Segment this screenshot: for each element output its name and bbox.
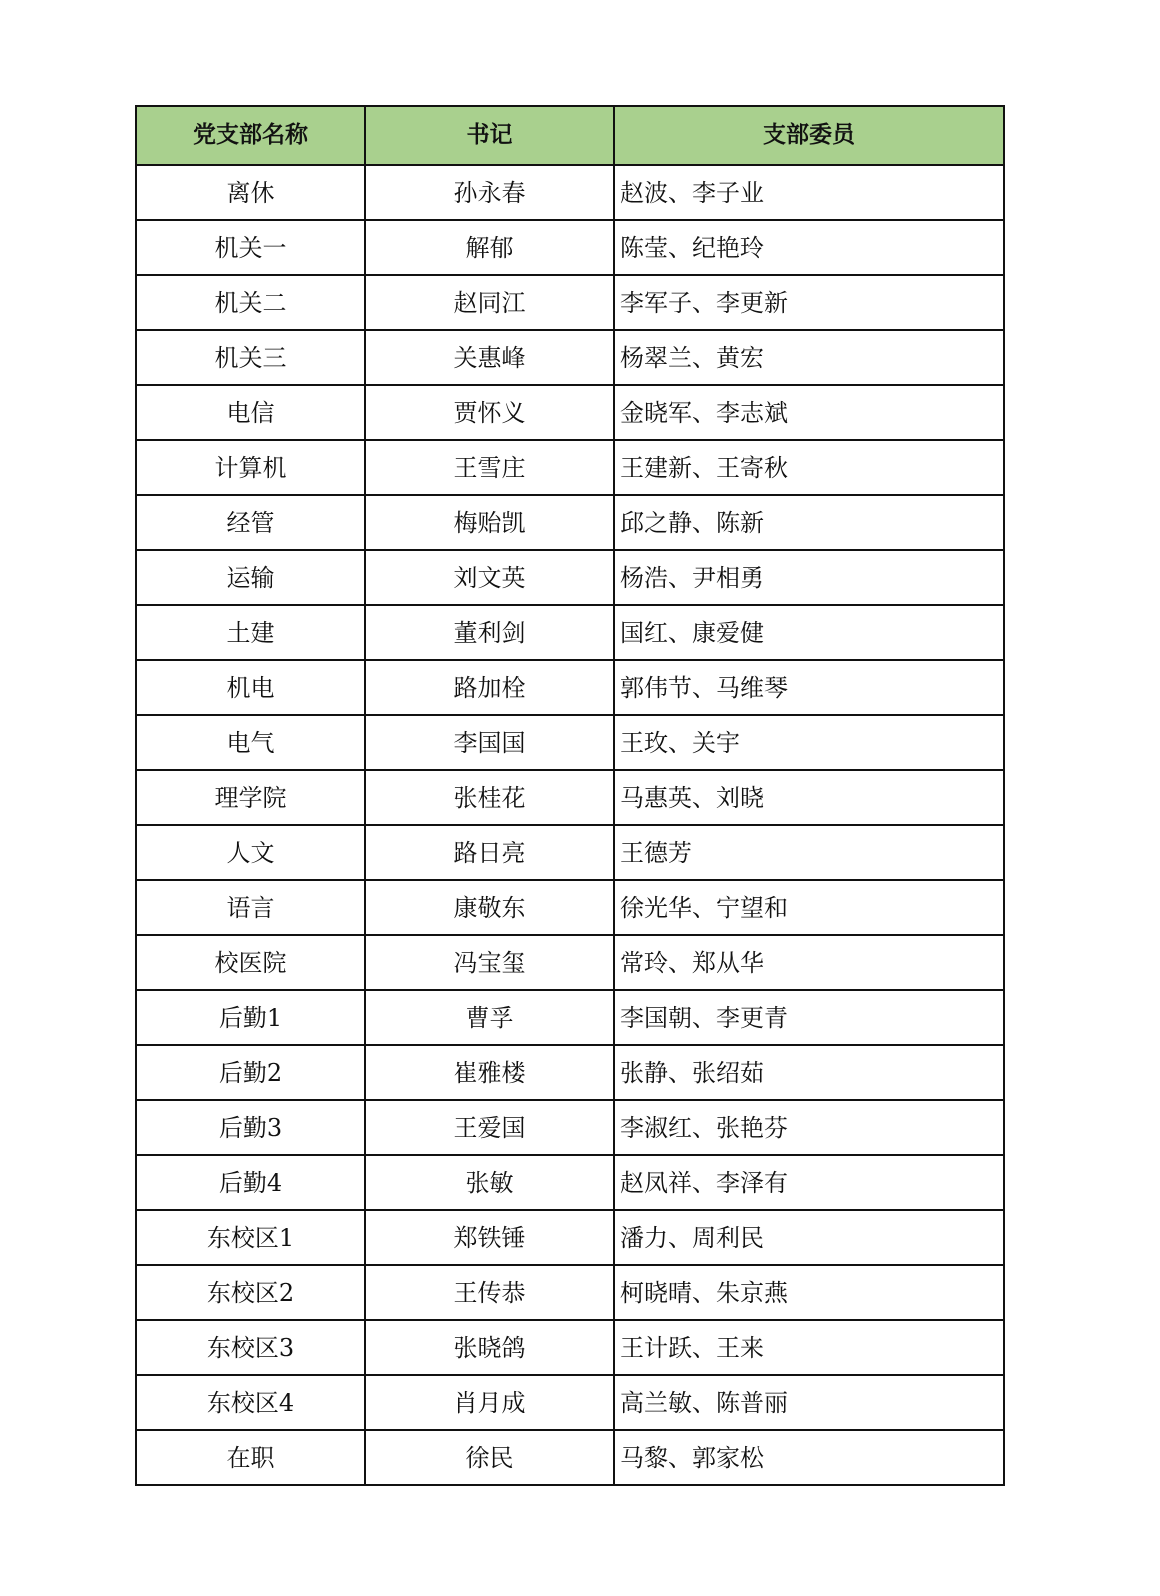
committee-members-cell: 王德芳: [614, 825, 1004, 880]
secretary-cell: 崔雅楼: [365, 1045, 614, 1100]
branch-name-cell: 东校区2: [136, 1265, 365, 1320]
branch-name-cell: 在职: [136, 1430, 365, 1485]
branch-name-cell: 土建: [136, 605, 365, 660]
secretary-cell: 孙永春: [365, 165, 614, 220]
secretary-cell: 刘文英: [365, 550, 614, 605]
branch-name-cell: 计算机: [136, 440, 365, 495]
committee-members-cell: 赵凤祥、李泽有: [614, 1155, 1004, 1210]
secretary-cell: 冯宝玺: [365, 935, 614, 990]
committee-members-cell: 柯晓晴、朱京燕: [614, 1265, 1004, 1320]
table-row: [136, 220, 1004, 275]
secretary-cell: 张敏: [365, 1155, 614, 1210]
committee-members-cell: 潘力、周利民: [614, 1210, 1004, 1265]
committee-members-cell: 马惠英、刘晓: [614, 770, 1004, 825]
table-row: [136, 660, 1004, 715]
secretary-cell: 王雪庄: [365, 440, 614, 495]
branch-name-cell: 后勤2: [136, 1045, 365, 1100]
table-row: [136, 1430, 1004, 1485]
secretary-cell: 李国国: [365, 715, 614, 770]
branch-name-cell: 人文: [136, 825, 365, 880]
secretary-cell: 康敬东: [365, 880, 614, 935]
table-row: [136, 1320, 1004, 1375]
party-branch-table: [135, 105, 1005, 1486]
committee-members-cell: 国红、康爱健: [614, 605, 1004, 660]
committee-members-cell: 杨浩、尹相勇: [614, 550, 1004, 605]
table-row: [136, 880, 1004, 935]
secretary-cell: 肖月成: [365, 1375, 614, 1430]
committee-members-cell: 高兰敏、陈普丽: [614, 1375, 1004, 1430]
committee-members-cell: 张静、张绍茹: [614, 1045, 1004, 1100]
committee-members-cell: 金晓军、李志斌: [614, 385, 1004, 440]
secretary-cell: 关惠峰: [365, 330, 614, 385]
branch-name-cell: 语言: [136, 880, 365, 935]
secretary-cell: 王传恭: [365, 1265, 614, 1320]
branch-name-cell: 后勤4: [136, 1155, 365, 1210]
branch-name-cell: 后勤1: [136, 990, 365, 1045]
secretary-cell: 张桂花: [365, 770, 614, 825]
table-row: [136, 990, 1004, 1045]
secretary-cell: 路加栓: [365, 660, 614, 715]
secretary-cell: 贾怀义: [365, 385, 614, 440]
table-row: [136, 1100, 1004, 1155]
branch-name-cell: 机关二: [136, 275, 365, 330]
table-row: [136, 1375, 1004, 1430]
branch-name-cell: 东校区4: [136, 1375, 365, 1430]
committee-members-cell: 王计跃、王来: [614, 1320, 1004, 1375]
committee-members-cell: 陈莹、纪艳玲: [614, 220, 1004, 275]
table-row: [136, 385, 1004, 440]
secretary-cell: 赵同江: [365, 275, 614, 330]
table-row: [136, 550, 1004, 605]
committee-members-cell: 李军子、李更新: [614, 275, 1004, 330]
committee-members-cell: 李国朝、李更青: [614, 990, 1004, 1045]
table-row: [136, 935, 1004, 990]
committee-members-cell: 李淑红、张艳芬: [614, 1100, 1004, 1155]
header-row: [136, 106, 1004, 165]
committee-members-cell: 邱之静、陈新: [614, 495, 1004, 550]
branch-name-cell: 机关三: [136, 330, 365, 385]
secretary-cell: 徐民: [365, 1430, 614, 1485]
secretary-cell: 王爱国: [365, 1100, 614, 1155]
committee-members-cell: 王建新、王寄秋: [614, 440, 1004, 495]
column-header-secretary: 书记: [365, 106, 614, 165]
column-header-committee-members: 支部委员: [614, 106, 1004, 165]
secretary-cell: 郑铁锤: [365, 1210, 614, 1265]
secretary-cell: 张晓鸽: [365, 1320, 614, 1375]
secretary-cell: 梅贻凯: [365, 495, 614, 550]
branch-name-cell: 理学院: [136, 770, 365, 825]
table-row: [136, 1265, 1004, 1320]
committee-members-cell: 常玲、郑从华: [614, 935, 1004, 990]
table-row: [136, 495, 1004, 550]
table-row: [136, 770, 1004, 825]
table-row: [136, 715, 1004, 770]
party-branch-table-container: [135, 105, 1003, 1486]
secretary-cell: 路日亮: [365, 825, 614, 880]
committee-members-cell: 郭伟节、马维琴: [614, 660, 1004, 715]
secretary-cell: 解郁: [365, 220, 614, 275]
table-row: [136, 440, 1004, 495]
committee-members-cell: 徐光华、宁望和: [614, 880, 1004, 935]
branch-name-cell: 运输: [136, 550, 365, 605]
table-row: [136, 825, 1004, 880]
table-row: [136, 165, 1004, 220]
branch-name-cell: 东校区3: [136, 1320, 365, 1375]
committee-members-cell: 杨翠兰、黄宏: [614, 330, 1004, 385]
secretary-cell: 董利剑: [365, 605, 614, 660]
branch-name-cell: 经管: [136, 495, 365, 550]
branch-name-cell: 电气: [136, 715, 365, 770]
committee-members-cell: 王玫、关宇: [614, 715, 1004, 770]
column-header-branch-name: 党支部名称: [136, 106, 365, 165]
branch-name-cell: 离休: [136, 165, 365, 220]
table-row: [136, 275, 1004, 330]
branch-name-cell: 机电: [136, 660, 365, 715]
branch-name-cell: 校医院: [136, 935, 365, 990]
table-row: [136, 330, 1004, 385]
committee-members-cell: 马黎、郭家松: [614, 1430, 1004, 1485]
committee-members-cell: 赵波、李子业: [614, 165, 1004, 220]
branch-name-cell: 东校区1: [136, 1210, 365, 1265]
table-row: [136, 1045, 1004, 1100]
branch-name-cell: 电信: [136, 385, 365, 440]
table-row: [136, 605, 1004, 660]
branch-name-cell: 后勤3: [136, 1100, 365, 1155]
secretary-cell: 曹孚: [365, 990, 614, 1045]
table-row: [136, 1210, 1004, 1265]
branch-name-cell: 机关一: [136, 220, 365, 275]
table-row: [136, 1155, 1004, 1210]
